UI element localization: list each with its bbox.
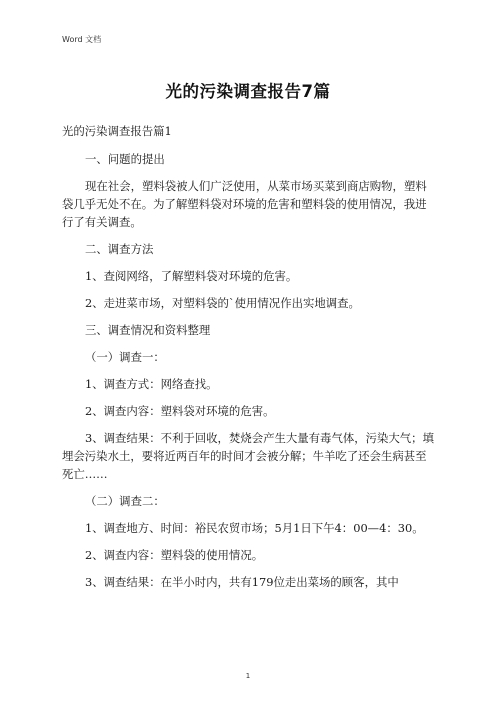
paragraph: 现在社会，塑料袋被人们广泛使用，从菜市场买菜到商店购物，塑料袋几乎无处不在。为了解塑料袋对环境的危害和塑料袋的使用情况，我进行了有关调查。 — [62, 179, 427, 229]
paragraph: 3、调查结果：在半小时内，共有179位走出菜场的顾客，其中 — [85, 575, 399, 589]
paragraph: 三、调查情况和资料整理 — [85, 323, 211, 337]
paragraph: 2、走进菜市场，对塑料袋的`使用情况作出实地调查。 — [85, 296, 360, 310]
paragraph: 3、调查结果：不利于回收，焚烧会产生大量有毒气体，污染大气；填埋会污染水土，要将近两百年的时间才会被分解；牛羊吃了还会生病甚至死亡…… — [62, 431, 434, 481]
page-header: Word 文档 — [62, 35, 102, 44]
section-heading: 光的污染调查报告篇1 — [62, 124, 172, 138]
paragraph: 1、查阅网络，了解塑料袋对环境的危害。 — [85, 269, 298, 283]
paragraph: （二）调查二： — [85, 494, 165, 508]
paragraph: 1、调查地方、时间：裕民农贸市场；5月1日下午4：00—4：30。 — [85, 521, 424, 535]
paragraph: 二、调查方法 — [85, 242, 154, 256]
paragraph: 2、调查内容：塑料袋的使用情况。 — [85, 548, 264, 562]
page-number: 1 — [245, 672, 251, 680]
document-title: 光的污染调查报告7篇 — [165, 82, 331, 101]
paragraph: 1、调查方式：网络查找。 — [85, 377, 218, 391]
paragraph: 2、调查内容：塑料袋对环境的危害。 — [85, 404, 275, 418]
document-body — [62, 122, 434, 600]
paragraph: （一）调查一： — [85, 350, 165, 364]
paragraph: 一、问题的提出 — [85, 152, 165, 166]
